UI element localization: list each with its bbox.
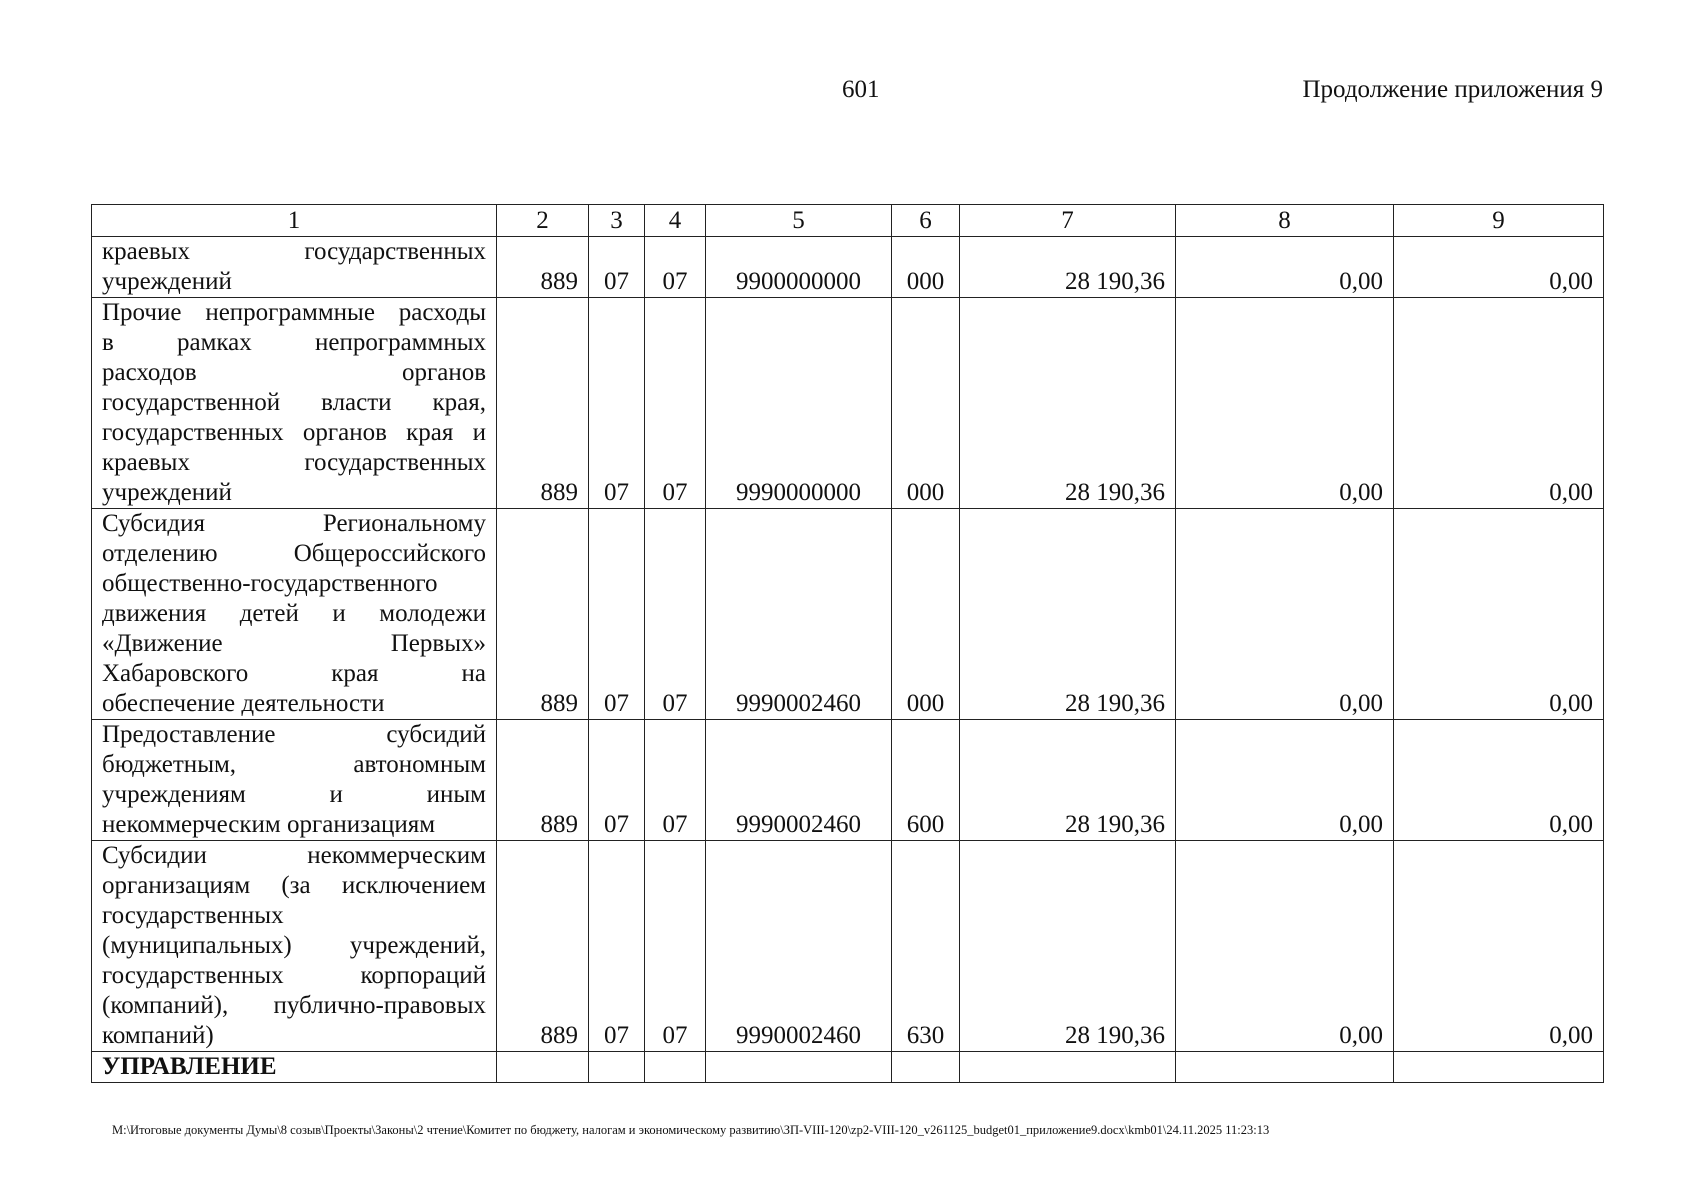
- amount-col9-cell: [1394, 1052, 1604, 1083]
- description-line: Предоставление субсидий: [102, 721, 486, 748]
- admin-code-cell: [497, 1052, 589, 1083]
- description-line: обеспечение деятельности: [102, 690, 385, 717]
- description-line: движения детей и молодежи: [102, 600, 486, 627]
- description-line: учреждениям и иным: [102, 781, 486, 808]
- description-line: Субсидия Региональному: [102, 510, 486, 537]
- column-header: 4: [645, 205, 706, 237]
- amount-col8-cell: 0,00: [1176, 298, 1394, 509]
- budget-table: [91, 204, 1604, 1083]
- amount-col9-cell: 0,00: [1394, 841, 1604, 1052]
- column-header: 8: [1176, 205, 1394, 237]
- description-line: учреждений: [102, 268, 232, 295]
- section-code-cell: 07: [589, 237, 645, 298]
- description-line: в рамках непрограммных: [102, 329, 486, 356]
- column-header: 9: [1394, 205, 1604, 237]
- subsection-code-cell: 07: [645, 237, 706, 298]
- target-article-cell: [706, 1052, 892, 1083]
- section-code-cell: [589, 1052, 645, 1083]
- subsection-code-cell: 07: [645, 720, 706, 841]
- table-row: [92, 237, 1604, 298]
- section-code-cell: 07: [589, 720, 645, 841]
- amount-col8-cell: 0,00: [1176, 720, 1394, 841]
- amount-col8-cell: 0,00: [1176, 841, 1394, 1052]
- description-line: (компаний), публично-правовых: [102, 992, 486, 1019]
- expense-type-cell: 630: [892, 841, 960, 1052]
- admin-code-cell: 889: [497, 509, 589, 720]
- description-line: расходов органов: [102, 359, 486, 386]
- subsection-code-cell: [645, 1052, 706, 1083]
- admin-code-cell: 889: [497, 237, 589, 298]
- description-line: бюджетным, автономным: [102, 751, 486, 778]
- column-header: 1: [92, 205, 497, 237]
- amount-col8-cell: 0,00: [1176, 237, 1394, 298]
- admin-code-cell: 889: [497, 841, 589, 1052]
- column-header: 5: [706, 205, 892, 237]
- description-line: краевых государственных: [102, 449, 486, 476]
- table-row: [92, 509, 1604, 720]
- description-line: Субсидии некоммерческим: [102, 842, 486, 869]
- description-line: общественно-государственного: [102, 570, 438, 597]
- amount-col8-cell: 0,00: [1176, 509, 1394, 720]
- expense-type-cell: 000: [892, 237, 960, 298]
- description-line: государственных органов края и: [102, 419, 486, 446]
- amount-col7-cell: 28 190,36: [960, 298, 1176, 509]
- expense-type-cell: 600: [892, 720, 960, 841]
- expense-type-cell: [892, 1052, 960, 1083]
- amount-col8-cell: [1176, 1052, 1394, 1083]
- admin-code-cell: 889: [497, 298, 589, 509]
- amount-col7-cell: 28 190,36: [960, 720, 1176, 841]
- description-line: государственных: [102, 902, 284, 929]
- subsection-code-cell: 07: [645, 298, 706, 509]
- description-line: государственных корпораций: [102, 962, 486, 989]
- section-code-cell: 07: [589, 298, 645, 509]
- description-line: организациям (за исключением: [102, 872, 486, 899]
- description-line: Прочие непрограммные расходы: [102, 299, 486, 326]
- target-article-cell: 9900000000: [706, 237, 892, 298]
- column-header: 7: [960, 205, 1176, 237]
- column-header: 3: [589, 205, 645, 237]
- amount-col9-cell: 0,00: [1394, 298, 1604, 509]
- target-article-cell: 9990002460: [706, 509, 892, 720]
- amount-col7-cell: 28 190,36: [960, 841, 1176, 1052]
- description-line: государственной власти края,: [102, 389, 486, 416]
- page-number: 601: [842, 76, 880, 103]
- file-path-footer: M:\Итоговые документы Думы\8 созыв\Проекты\Законы\2 чтение\Комитет по бюджету, налогам и экономическому развитию\ЗП-VIII-120\zp2-VIII-120_v261125_budget01_приложение9.docx\kmb01\24.11.2025 11:23:13: [112, 1123, 1270, 1137]
- description-line: краевых государственных: [102, 238, 486, 265]
- table-row: [92, 1052, 1604, 1083]
- admin-code-cell: 889: [497, 720, 589, 841]
- table-row: [92, 298, 1604, 509]
- amount-col7-cell: [960, 1052, 1176, 1083]
- section-code-cell: 07: [589, 841, 645, 1052]
- amount-col7-cell: 28 190,36: [960, 509, 1176, 720]
- description-line: компаний): [102, 1022, 214, 1049]
- appendix-continuation-title: Продолжение приложения 9: [1302, 76, 1603, 103]
- table-row: [92, 720, 1604, 841]
- target-article-cell: 9990002460: [706, 720, 892, 841]
- table-row: [92, 841, 1604, 1052]
- description-line: Хабаровского края на: [102, 660, 486, 687]
- description-line: отделению Общероссийского: [102, 540, 486, 567]
- column-header: 2: [497, 205, 589, 237]
- expense-description-cell: [92, 1052, 497, 1083]
- amount-col9-cell: 0,00: [1394, 237, 1604, 298]
- section-code-cell: 07: [589, 509, 645, 720]
- amount-col7-cell: 28 190,36: [960, 237, 1176, 298]
- expense-description-cell: [92, 509, 497, 720]
- description-line: (муниципальных) учреждений,: [102, 932, 486, 959]
- amount-col9-cell: 0,00: [1394, 720, 1604, 841]
- target-article-cell: 9990002460: [706, 841, 892, 1052]
- expense-description-cell: [92, 841, 497, 1052]
- expense-description-cell: [92, 237, 497, 298]
- amount-col9-cell: 0,00: [1394, 509, 1604, 720]
- expense-description-cell: [92, 298, 497, 509]
- expense-type-cell: 000: [892, 298, 960, 509]
- description-line: учреждений: [102, 479, 232, 506]
- expense-type-cell: 000: [892, 509, 960, 720]
- expense-description-cell: [92, 720, 497, 841]
- column-header: 6: [892, 205, 960, 237]
- subsection-code-cell: 07: [645, 841, 706, 1052]
- description-line: некоммерческим организациям: [102, 811, 436, 838]
- description-line: «Движение Первых»: [102, 630, 486, 657]
- subsection-code-cell: 07: [645, 509, 706, 720]
- table-header-row: [92, 205, 1604, 237]
- description-line: УПРАВЛЕНИЕ: [102, 1053, 277, 1080]
- target-article-cell: 9990000000: [706, 298, 892, 509]
